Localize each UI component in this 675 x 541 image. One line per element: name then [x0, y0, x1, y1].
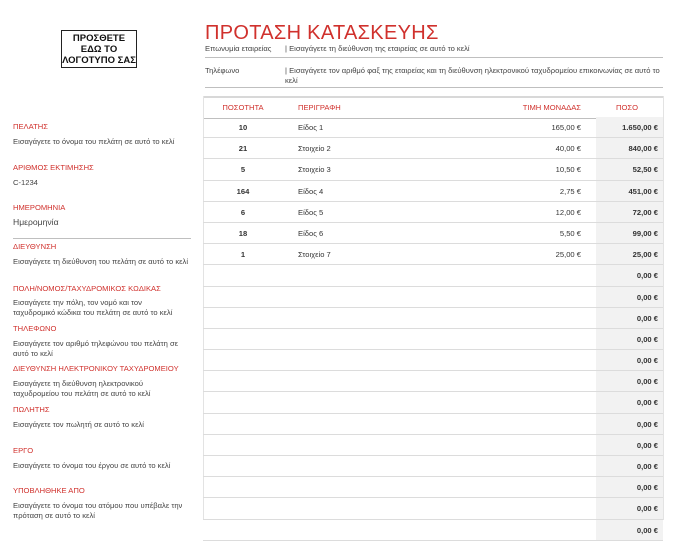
logo-placeholder[interactable]: ΠΡΟΣΘΕΤΕ ΕΔΩ ΤΟ ΛΟΓΟΤΥΠΟ ΣΑΣ [61, 30, 137, 68]
unit-price-header: ΤΙΜΗ ΜΟΝΑΔΑΣ [522, 103, 581, 112]
table-row[interactable] [203, 202, 663, 223]
company-fax-email-field[interactable]: | Εισαγάγετε τον αριθμό φαξ της εταιρείας και τη διεύθυνση ηλεκτρονικού ταχυδρομείου επικοινωνίας σε αυτό το κελί [285, 66, 660, 85]
table-row[interactable] [203, 435, 663, 456]
qty-cell[interactable]: 21 [238, 144, 248, 154]
amount-cell: 0,00 € [636, 377, 658, 387]
phone-field[interactable]: Εισαγάγετε τον αριθμό τηλεφώνου του πελάτη σε αυτό το κελί [13, 339, 179, 358]
description-cell[interactable]: Είδος 4 [298, 186, 324, 196]
description-cell[interactable]: Στοιχείο 2 [298, 144, 331, 154]
amount-cell: 25,00 € [632, 250, 658, 260]
phone-label: ΤΗΛΕΦΩΝΟ [13, 324, 57, 333]
description-cell[interactable]: Στοιχείο 3 [298, 165, 331, 175]
date-label: ΗΜΕΡΟΜΗΝΙΑ [13, 203, 66, 212]
project-field[interactable]: Εισαγάγετε το όνομα του έργου σε αυτό το κελί [13, 461, 171, 470]
table-header [203, 96, 663, 119]
table-row[interactable] [203, 414, 663, 435]
company-name-label: Επωνυμία εταιρείας [205, 44, 272, 53]
amount-cell: 0,00 € [636, 398, 658, 408]
qty-cell[interactable]: 1 [240, 250, 246, 260]
unit-price-cell[interactable]: 5,50 € [559, 228, 581, 238]
table-row[interactable] [203, 477, 663, 498]
city-field[interactable]: Εισαγάγετε την πόλη, τον νομό και τον ταχυδρομικό κώδικα του πελάτη σε αυτό το κελί [13, 298, 173, 317]
left-divider [13, 238, 191, 239]
unit-price-cell[interactable]: 10,50 € [555, 165, 581, 175]
qty-header: ΠΟΣΟΤΗΤΑ [222, 103, 264, 112]
company-phone-label: Τηλέφωνο [205, 66, 240, 75]
description-header: ΠΕΡΙΓΡΑΦΗ [298, 103, 341, 112]
table-right-border [663, 96, 664, 520]
submitted-by-field[interactable]: Εισαγάγετε το όνομα του ατόμου που υπέβαλε την πρόταση σε αυτό το κελί [13, 501, 183, 520]
amount-cell: 1.650,00 € [622, 123, 658, 132]
estimate-number-label: ΑΡΙΘΜΟΣ ΕΚΤΙΜΗΣΗΣ [13, 163, 94, 172]
address-label: ΔΙΕΥΘΥΝΣΗ [13, 242, 57, 251]
email-label: ΔΙΕΥΘΥΝΣΗ ΗΛΕΚΤΡΟΝΙΚΟΥ ΤΑΧΥΔΡΟΜΕΙΟΥ [13, 364, 179, 373]
table-row[interactable] [203, 265, 663, 286]
table-row[interactable] [203, 287, 663, 308]
table-row[interactable] [203, 350, 663, 371]
table-row[interactable] [203, 159, 663, 180]
amount-cell: 451,00 € [628, 186, 658, 196]
description-cell[interactable]: Στοιχείο 7 [298, 250, 331, 260]
address-field[interactable]: Εισαγάγετε τη διεύθυνση του πελάτη σε αυτό το κελί [13, 257, 189, 266]
qty-cell[interactable]: 164 [236, 186, 250, 196]
submitted-by-label: ΥΠΟΒΛΗΘΗΚΕ ΑΠΟ [13, 486, 85, 495]
company-address-field[interactable]: | Εισαγάγετε τη διεύθυνση της εταιρείας σε αυτό το κελί [285, 44, 470, 53]
table-row[interactable] [203, 117, 663, 138]
date-field[interactable]: Ημερομηνία [13, 217, 59, 227]
amount-cell: 0,00 € [636, 525, 658, 535]
project-label: ΕΡΓΟ [13, 446, 34, 455]
email-field[interactable]: Εισαγάγετε τη διεύθυνση ηλεκτρονικού ταχυδρομείου του πελάτη σε αυτό το κελί [13, 379, 151, 398]
unit-price-cell[interactable]: 2,75 € [559, 186, 581, 196]
amount-cell: 0,00 € [636, 292, 658, 302]
amount-cell: 72,00 € [632, 207, 658, 217]
amount-cell: 0,00 € [636, 419, 658, 429]
description-cell[interactable]: Είδος 5 [298, 207, 324, 217]
table-row[interactable] [203, 329, 663, 350]
table-row[interactable] [203, 244, 663, 265]
amount-cell: 99,00 € [632, 228, 658, 238]
amount-cell: 0,00 € [636, 504, 658, 514]
amount-cell: 840,00 € [628, 144, 658, 154]
amount-cell: 52,50 € [632, 165, 658, 175]
table-row[interactable] [203, 520, 663, 541]
seller-field[interactable]: Εισαγάγετε τον πωλητή σε αυτό το κελί [13, 420, 144, 429]
unit-price-cell[interactable]: 25,00 € [555, 250, 581, 260]
company-name-row [205, 44, 663, 58]
description-cell[interactable]: Είδος 1 [298, 123, 324, 132]
qty-cell[interactable]: 5 [240, 165, 246, 175]
amount-cell: 0,00 € [636, 313, 658, 323]
unit-price-cell[interactable]: 40,00 € [555, 144, 581, 154]
customer-field[interactable]: Εισαγάγετε το όνομα του πελάτη σε αυτό το κελί [13, 137, 175, 146]
table-row[interactable] [203, 392, 663, 413]
amount-cell: 0,00 € [636, 483, 658, 493]
company-phone-row [205, 66, 663, 88]
customer-label: ΠΕΛΑΤΗΣ [13, 122, 48, 131]
amount-header: ΠΟΣΟ [616, 103, 638, 112]
qty-cell[interactable]: 10 [238, 123, 248, 132]
unit-price-cell[interactable]: 165,00 € [551, 123, 581, 132]
seller-label: ΠΩΛΗΤΗΣ [13, 405, 50, 414]
table-row[interactable] [203, 181, 663, 202]
document-title: ΠΡΟΤΑΣΗ ΚΑΤΑΣΚΕΥΗΣ [205, 22, 439, 44]
unit-price-cell[interactable]: 12,00 € [555, 207, 581, 217]
table-row[interactable] [203, 456, 663, 477]
line-items [203, 117, 663, 541]
estimate-number-field[interactable]: C-1234 [13, 178, 38, 187]
table-row[interactable] [203, 498, 663, 519]
qty-cell[interactable]: 18 [238, 228, 248, 238]
amount-cell: 0,00 € [636, 334, 658, 344]
qty-cell[interactable]: 6 [240, 207, 246, 217]
table-row[interactable] [203, 371, 663, 392]
amount-cell: 0,00 € [636, 440, 658, 450]
amount-cell: 0,00 € [636, 462, 658, 471]
amount-cell: 0,00 € [636, 356, 658, 366]
amount-cell: 0,00 € [636, 271, 658, 281]
table-row[interactable] [203, 308, 663, 329]
city-label: ΠΟΛΗ/ΝΟΜΟΣ/ΤΑΧΥΔΡΟΜΙΚΟΣ ΚΩΔΙΚΑΣ [13, 284, 161, 293]
table-row[interactable] [203, 138, 663, 159]
table-row[interactable] [203, 223, 663, 244]
description-cell[interactable]: Είδος 6 [298, 228, 324, 238]
